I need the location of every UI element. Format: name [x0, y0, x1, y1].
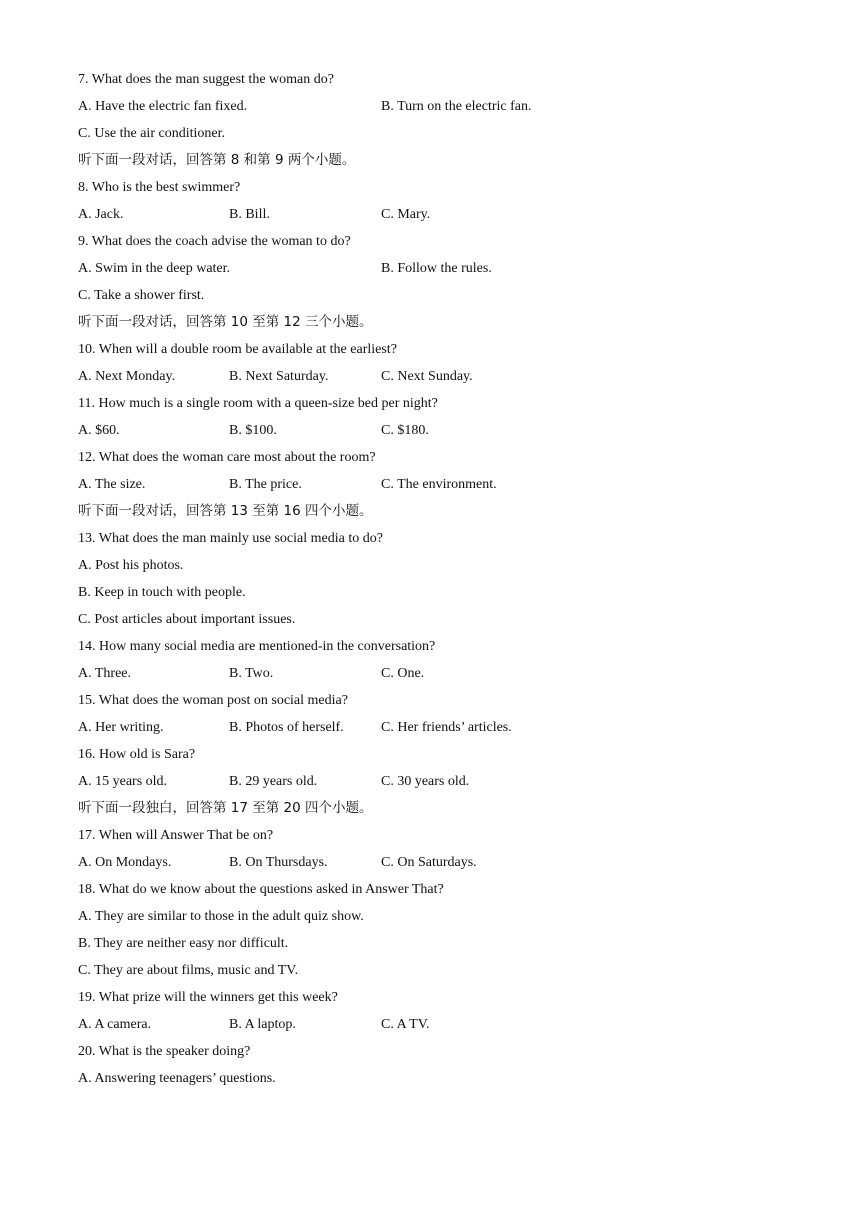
answer-option-line: B. They are neither easy nor difficult. [78, 936, 289, 951]
answer-option: B. On Thursdays. [229, 855, 328, 870]
answer-option: B. $100. [229, 423, 277, 438]
question-text: 15. What does the woman post on social media? [78, 693, 348, 708]
answer-option: C. $180. [381, 423, 429, 438]
question-text: 11. How much is a single room with a queen-size bed per night? [78, 396, 438, 411]
options-row [78, 471, 798, 498]
options-row [78, 417, 798, 444]
answer-option: B. 29 years old. [229, 774, 318, 789]
question-text: 12. What does the woman care most about the room? [78, 450, 376, 465]
answer-option: C. Mary. [381, 207, 431, 222]
question-text: 8. Who is the best swimmer? [78, 180, 241, 195]
answer-option-line: A. Post his photos. [78, 558, 184, 573]
options-row [78, 714, 798, 741]
answer-option: C. Next Sunday. [381, 369, 473, 384]
section-instruction: 听下面一段对话，回答第 8 和第 9 两个小题。 [78, 152, 356, 168]
answer-option: A. Next Monday. [78, 369, 176, 384]
answer-option-line: B. Keep in touch with people. [78, 585, 246, 600]
answer-option: C. The environment. [381, 477, 497, 492]
answer-option: A. Have the electric fan fixed. [78, 99, 248, 114]
answer-option: A. The size. [78, 477, 146, 492]
options-row [78, 201, 798, 228]
answer-option: C. A TV. [381, 1017, 430, 1032]
answer-option: A. A camera. [78, 1017, 152, 1032]
answer-option-line: C. Use the air conditioner. [78, 126, 225, 141]
question-text: 18. What do we know about the questions asked in Answer That? [78, 882, 444, 897]
answer-option: C. Her friends’ articles. [381, 720, 512, 735]
section-instruction: 听下面一段独白，回答第 17 至第 20 四个小题。 [78, 800, 373, 816]
question-text: 7. What does the man suggest the woman do? [78, 72, 334, 87]
options-row [78, 768, 798, 795]
answer-option: B. Next Saturday. [229, 369, 329, 384]
answer-option: B. Two. [229, 666, 274, 681]
answer-option: A. 15 years old. [78, 774, 168, 789]
question-text: 10. When will a double room be available at the earliest? [78, 342, 397, 357]
question-text: 9. What does the coach advise the woman to do? [78, 234, 351, 249]
answer-option: A. Swim in the deep water. [78, 261, 231, 276]
question-text: 17. When will Answer That be on? [78, 828, 274, 843]
question-text: 16. How old is Sara? [78, 747, 196, 762]
question-text: 14. How many social media are mentioned-in the conversation? [78, 639, 436, 654]
options-row [78, 93, 798, 120]
answer-option: A. Three. [78, 666, 131, 681]
answer-option: B. The price. [229, 477, 302, 492]
section-instruction: 听下面一段对话，回答第 13 至第 16 四个小题。 [78, 503, 373, 519]
answer-option-line: A. Answering teenagers’ questions. [78, 1071, 276, 1086]
options-row [78, 1011, 798, 1038]
section-instruction: 听下面一段对话，回答第 10 至第 12 三个小题。 [78, 314, 373, 330]
question-text: 20. What is the speaker doing? [78, 1044, 251, 1059]
answer-option: A. On Mondays. [78, 855, 172, 870]
options-row [78, 255, 798, 282]
answer-option: C. 30 years old. [381, 774, 470, 789]
answer-option-line: C. Post articles about important issues. [78, 612, 296, 627]
options-row [78, 849, 798, 876]
answer-option: A. Jack. [78, 207, 124, 222]
answer-option: B. Turn on the electric fan. [381, 99, 532, 114]
answer-option: C. On Saturdays. [381, 855, 477, 870]
answer-option: A. Her writing. [78, 720, 164, 735]
answer-option: B. Bill. [229, 207, 270, 222]
answer-option-line: A. They are similar to those in the adult quiz show. [78, 909, 364, 924]
answer-option-line: C. They are about films, music and TV. [78, 963, 299, 978]
options-row [78, 660, 798, 687]
answer-option: B. Follow the rules. [381, 261, 492, 276]
exam-page [78, 66, 798, 1092]
answer-option: A. $60. [78, 423, 120, 438]
question-text: 19. What prize will the winners get this week? [78, 990, 338, 1005]
answer-option: B. A laptop. [229, 1017, 296, 1032]
answer-option-line: C. Take a shower first. [78, 288, 205, 303]
answer-option: C. One. [381, 666, 425, 681]
question-text: 13. What does the man mainly use social media to do? [78, 531, 383, 546]
options-row [78, 363, 798, 390]
answer-option: B. Photos of herself. [229, 720, 344, 735]
